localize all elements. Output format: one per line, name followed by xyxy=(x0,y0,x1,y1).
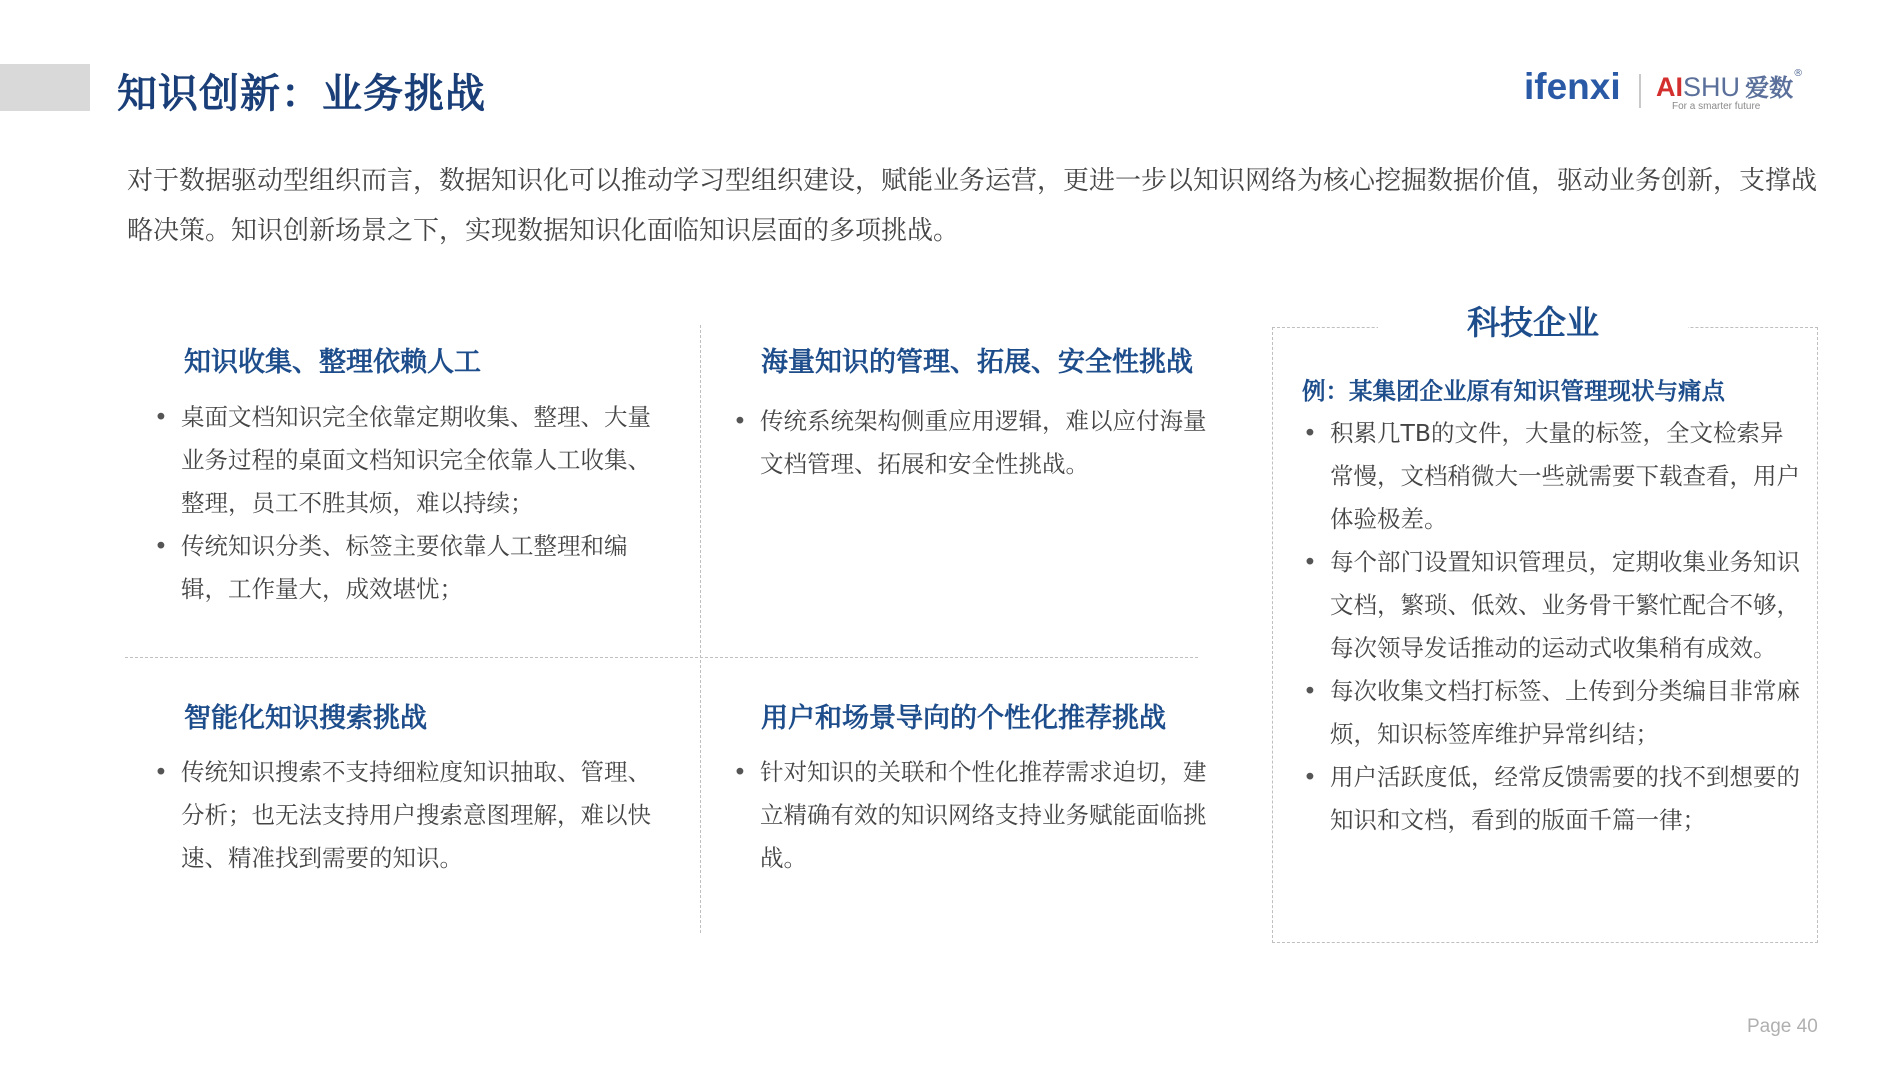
aishu-logo-cn: 爱数 xyxy=(1745,74,1794,102)
aishu-logo-ai: AI xyxy=(1656,72,1683,102)
section-title-personalized-recommendation: 用户和场景导向的个性化推荐挑战 xyxy=(761,703,1166,734)
intro-paragraph: 对于数据驱动型组织而言，数据知识化可以推动学习型组织建设，赋能业务运营，更进一步以知识网络为核心挖掘数据价值，驱动业务创新，支撑战略决策。知识创新场景之下，实现数据知识化面临知识层面的多项挑战。 xyxy=(127,166,1818,246)
registered-mark: ® xyxy=(1793,68,1804,79)
title-accent-bar xyxy=(0,64,90,111)
aishu-logo xyxy=(1656,68,1803,103)
section-bullets-intelligent-search xyxy=(154,751,662,880)
section-title-knowledge-collection: 知识收集、整理依赖人工 xyxy=(184,347,481,378)
case-study-title: 科技企业 xyxy=(1467,303,1599,342)
list-item: • 积累几TB的文件，大量的标签，全文检索异常慢，文档稍微大一些就需要下载查看，用户体验极差。 xyxy=(1303,412,1800,541)
case-study-bullets xyxy=(1303,412,1800,842)
ifenxi-logo: ifenxi xyxy=(1524,66,1621,107)
grid-divider-horizontal xyxy=(125,657,1198,658)
section-bullets-knowledge-management xyxy=(733,400,1229,486)
list-item: • 传统系统架构侧重应用逻辑，难以应付海量文档管理、拓展和安全性挑战。 xyxy=(733,400,1229,486)
aishu-logo-shu: SHU xyxy=(1683,72,1741,102)
aishu-tagline: For a smarter future xyxy=(1672,101,1761,112)
list-item: • 用户活跃度低，经常反馈需要的找不到想要的知识和文档，看到的版面千篇一律； xyxy=(1303,756,1800,842)
logo-divider xyxy=(1639,74,1641,108)
case-study-subtitle: 例：某集团企业原有知识管理现状与痛点 xyxy=(1302,377,1725,405)
list-item: • 传统知识搜索不支持细粒度知识抽取、管理、分析；也无法支持用户搜索意图理解，难以快速、精准找到需要的知识。 xyxy=(154,751,662,880)
section-bullets-personalized-recommendation xyxy=(733,751,1229,880)
case-study-title-wrap xyxy=(1378,298,1688,348)
list-item: • 每个部门设置知识管理员，定期收集业务知识文档，繁琐、低效、业务骨干繁忙配合不够，每次领导发话推动的运动式收集稍有成效。 xyxy=(1303,541,1800,670)
list-item: • 每次收集文档打标签、上传到分类编目非常麻烦，知识标签库维护异常纠结； xyxy=(1303,670,1800,756)
page-title: 知识创新：业务挑战 xyxy=(117,71,486,117)
page-number: Page 40 xyxy=(1747,1016,1818,1037)
section-title-intelligent-search: 智能化知识搜索挑战 xyxy=(184,703,427,734)
grid-divider-vertical xyxy=(700,325,701,933)
list-item: • 针对知识的关联和个性化推荐需求迫切，建立精确有效的知识网络支持业务赋能面临挑战。 xyxy=(733,751,1229,880)
section-bullets-knowledge-collection xyxy=(154,396,662,611)
list-item: • 桌面文档知识完全依靠定期收集、整理、大量业务过程的桌面文档知识完全依靠人工收集、整理，员工不胜其烦，难以持续； xyxy=(154,396,662,525)
section-title-knowledge-management: 海量知识的管理、拓展、安全性挑战 xyxy=(761,347,1193,378)
list-item: • 传统知识分类、标签主要依靠人工整理和编辑，工作量大，成效堪忧； xyxy=(154,525,662,611)
